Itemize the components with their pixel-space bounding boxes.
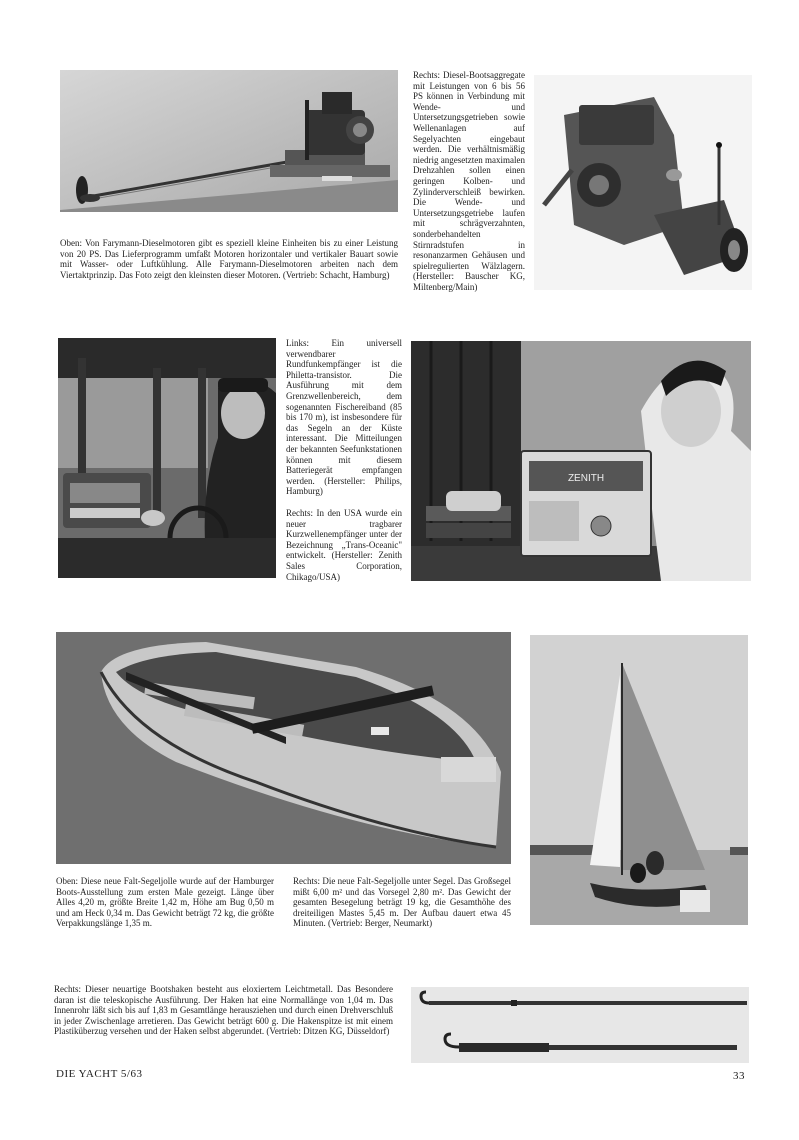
- magazine-footer: DIE YACHT 5/63: [56, 1068, 143, 1080]
- caption-dinghy-sail: Rechts: Die neue Falt-Segeljolle unter Segel. Das Großsegel mißt 6,00 m² und das Vorsegel 2,80 m². Das Gewicht der gesamten Besegelung beträgt 19 kg, die Gesamthöhe des dreiteiligen Mastes 5,45 m. Der Aufbau dauert etwa 45 Minuten. (Vertrieb: Berger, Neumarkt): [293, 876, 511, 929]
- caption-boat-hook: Rechts: Dieser neuartige Bootshaken besteht aus eloxiertem Leichtmetall. Das Besondere daran ist die teleskopische Ausführung. Der Haken hat eine Normallänge von 1,04 m. Das Innenrohr läßt sich bis auf 1,83 m Gesamtlänge herausziehen und durch einen Drehverschluß in jeder Zwischenlage arretieren. Das Gewicht beträgt 600 g. Die Hakenspitze ist mit einem Plastiküberzug versehen und der Haken selbst abgerundet. (Vertrieb: Ditzen KG, Düsseldorf): [54, 984, 393, 1037]
- photo-diesel-aggregate: [534, 75, 752, 290]
- photo-philetta-radio: [58, 338, 276, 578]
- caption-philetta: Links: Ein universell verwendbarer Rundfunkempfänger ist die Philetta-transistor. Die Ausführung mit dem Grenzwellenbereich, dem sogenannten Fischereiband (85 bis 170 m), ist insbesondere für das Segeln an der Küste interessant. Die Mitteilungen der bekannten Seefunkstationen können mit diesem Batteriegerät empfangen werden. (Hersteller: Philips, Hamburg): [286, 338, 402, 497]
- caption-farymann: Oben: Von Farymann-Dieselmotoren gibt es speziell kleine Einheiten bis zu einer Leistung von 20 PS. Das Lieferprogramm umfaßt Motoren horizontaler und vertikaler Bauart sowie mit Wasser- oder Luftkühlung. Alle Farymann-Dieselmotoren arbeiten nach dem Viertaktprinzip. Das Foto zeigt den kleinsten dieser Motoren. (Vertrieb: Schacht, Hamburg): [60, 238, 398, 280]
- photo-farymann-engine: [60, 70, 398, 212]
- zenith-label: ZENITH: [567, 473, 605, 484]
- caption-trans-oceanic: Rechts: In den USA wurde ein neuer tragbarer Kurzwellenempfänger unter der Bezeichnung „Trans-Oceanic" entwickelt. (Hersteller: Zenith Sales Corporation, Chikago/USA): [286, 508, 402, 582]
- photo-folding-dinghy: [56, 632, 511, 864]
- photo-dinghy-under-sail: [530, 635, 748, 925]
- photo-zenith-radio: [411, 341, 751, 581]
- page-number: 33: [733, 1070, 745, 1082]
- caption-folding-dinghy: Oben: Diese neue Falt-Segeljolle wurde auf der Hamburger Boots-Ausstellung zum ersten Male gezeigt. Länge über Alles 4,20 m, größte Breite 1,42 m, Höhe am Bug 0,50 m und am Heck 0,34 m. Das Gewicht beträgt 72 kg, die größte Verpakkungslänge 1,35 m.: [56, 876, 274, 929]
- caption-diesel-aggregate: Rechts: Diesel-Bootsaggregate mit Leistungen von 6 bis 56 PS können in Verbindung mit Wende- und Untersetzungsgetrieben sowie Wellenanlagen auf Segelyachten eingebaut werden. Die verhältnismäßig niedrig angesetzten maximalen Drehzahlen sollen einen geringen Kolben- und Zylinderverschleiß bewirken. Die Wende- und Untersetzungsgetriebe laufen mit schrägverzahnten, sonderbehandelten Stirnradstufen in resonanzarmen Gehäusen und spielregulierten Wälzlagern. (Hersteller: Bauscher KG, Miltenberg/Main): [413, 70, 525, 292]
- photo-boat-hook: [411, 987, 749, 1063]
